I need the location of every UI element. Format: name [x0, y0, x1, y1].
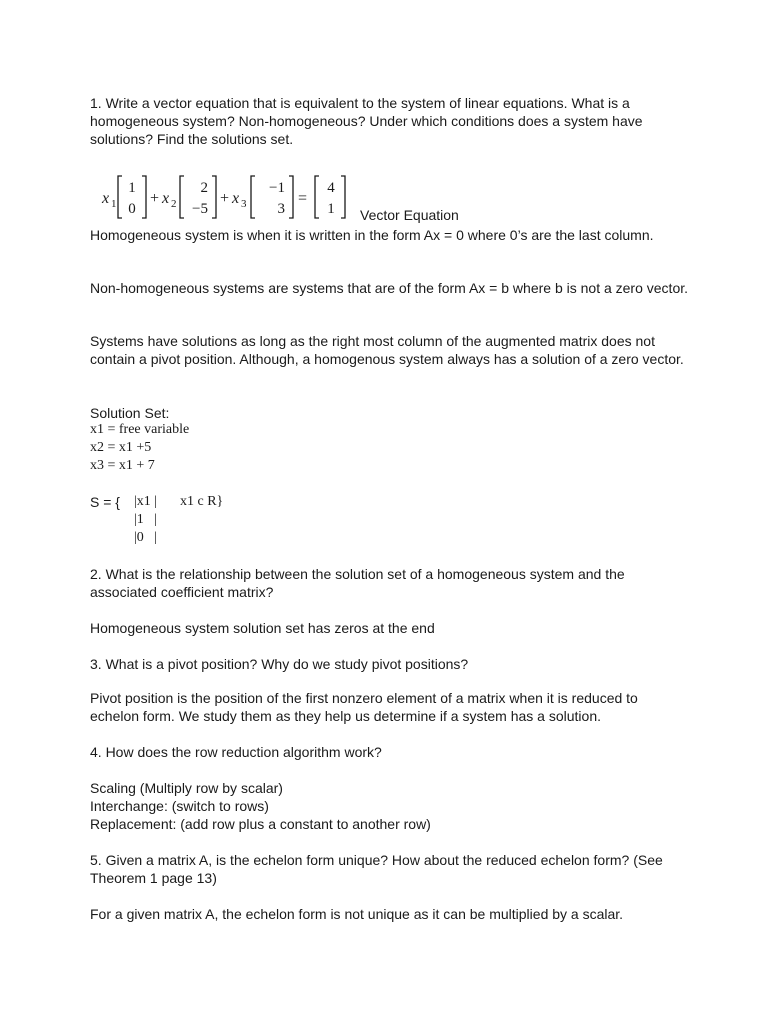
sub-x2: 2 — [171, 198, 177, 210]
vec3-top: −1 — [269, 180, 285, 196]
vec1-bottom: 0 — [128, 201, 136, 217]
equals-sign: = — [298, 190, 308, 207]
vector-equation-label: Vector Equation — [360, 207, 459, 223]
bracket-left — [251, 176, 255, 218]
homogeneous-answer: Homogeneous system is when it is written in the form Ax = 0 where 0’s are the last column. — [90, 227, 654, 243]
bracket-right — [212, 176, 216, 218]
solution-line-x2: x2 = x1 +5 — [90, 440, 152, 455]
sub-x1: 1 — [111, 198, 117, 210]
bracket-right — [289, 176, 293, 218]
bracket-left — [118, 176, 122, 218]
vec1-top: 1 — [128, 180, 136, 196]
bracket-right — [142, 176, 146, 218]
coef-x3: x — [232, 190, 240, 207]
question-2: 2. What is the relationship between the solution set of a homogeneous system and the associated coefficient matrix? — [90, 566, 625, 600]
coef-x1: x — [102, 190, 110, 207]
answer-2: Homogeneous system solution set has zeros at the end — [90, 620, 435, 636]
answer-5: For a given matrix A, the echelon form is not unique as it can be multiplied by a scalar. — [90, 906, 624, 922]
vec2-top: 2 — [200, 180, 208, 196]
bracket-left — [315, 176, 319, 218]
answer-4-replacement: Replacement: (add row plus a constant to another row) — [90, 816, 431, 832]
question-3: 3. What is a pivot position? Why do we study pivot positions? — [90, 656, 469, 672]
set-row-3: |0 | — [134, 530, 158, 545]
set-row-1: |x1 | — [134, 494, 158, 509]
question-5: 5. Given a matrix A, is the echelon form unique? How about the reduced echelon form? (See Theorem 1 page 13) — [90, 852, 663, 886]
question-1: 1. Write a vector equation that is equivalent to the system of linear equations. What is a homogeneous system? Non-homogeneous? Under which conditions does a system have solutions? Find the solutions set. — [90, 95, 643, 147]
vector-equation — [98, 172, 358, 224]
solution-line-x1: x1 = free variable — [90, 422, 190, 437]
solution-line-x3: x3 = x1 + 7 — [90, 458, 155, 473]
answer-4-scaling: Scaling (Multiply row by scalar) — [90, 780, 283, 796]
sub-x3: 3 — [241, 198, 247, 210]
plus-2: + — [220, 190, 230, 207]
bracket-left — [180, 176, 184, 218]
solution-set-heading: Solution Set: — [90, 405, 170, 421]
answer-3: Pivot position is the position of the first nonzero element of a matrix when it is reduced to echelon form. We study them as they help us determine if a system has a solution. — [90, 690, 638, 724]
bracket-right — [341, 176, 345, 218]
non-homogeneous-answer: Non-homogeneous systems are systems that are of the form Ax = b where b is not a zero vector. — [90, 280, 689, 296]
rhs-bottom: 1 — [327, 201, 335, 217]
set-open: S = { — [90, 494, 120, 510]
answer-4-interchange: Interchange: (switch to rows) — [90, 798, 269, 814]
set-tail: x1 c R} — [180, 494, 224, 509]
question-4: 4. How does the row reduction algorithm work? — [90, 744, 382, 760]
set-row-2: |1 | — [134, 512, 158, 527]
vec3-bottom: 3 — [277, 201, 285, 217]
vec2-bottom: −5 — [192, 201, 208, 217]
coef-x2: x — [162, 190, 170, 207]
conditions-answer: Systems have solutions as long as the right most column of the augmented matrix does not contain a pivot position. Although, a homogenous system always has a solution of a zero vector. — [90, 333, 684, 367]
rhs-top: 4 — [327, 180, 335, 196]
plus-1: + — [150, 190, 160, 207]
